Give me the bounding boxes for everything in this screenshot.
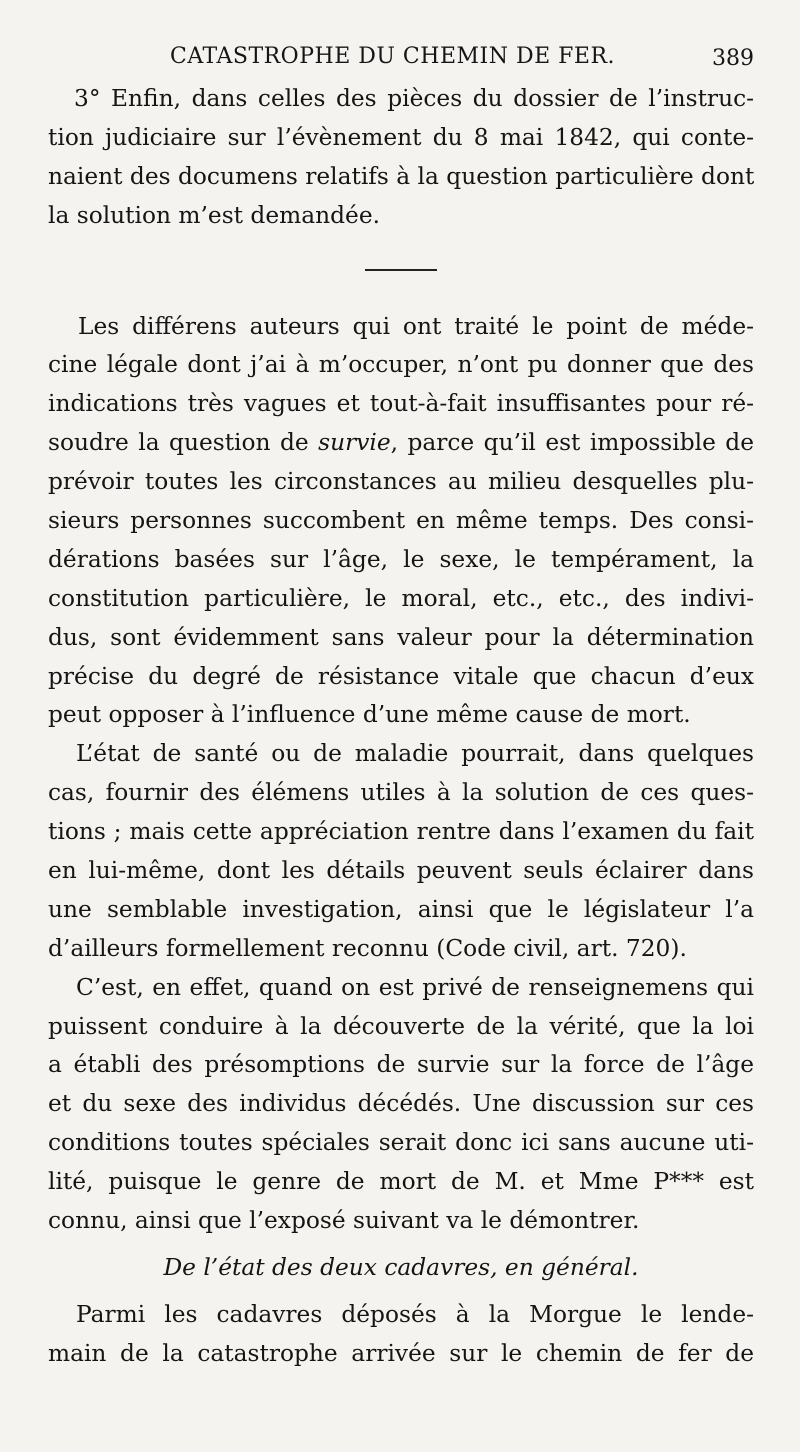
text-line: Les différens auteurs qui ont traité le point de méde- — [78, 312, 754, 340]
page-body — [48, 80, 754, 1374]
paragraph-2 — [48, 308, 754, 736]
text-line: et du sexe des individus décédés. Une discussion sur ces — [48, 1090, 754, 1118]
text-line: C’est, en effet, quand on est privé de renseignemens qui — [76, 973, 754, 1001]
paragraph-5 — [48, 1296, 754, 1374]
text-segment: , parce qu’il est impossible de — [390, 429, 754, 457]
spacer — [48, 1241, 754, 1249]
text-line: tion judiciaire sur l’évènement du 8 mai 1842, qui conte- — [48, 123, 754, 151]
paragraph-1 — [48, 80, 754, 236]
text-line: sieurs personnes succombent en même temps. Des consi- — [48, 507, 754, 535]
text-line: dus, sont évidemment sans valeur pour la détermination — [48, 623, 754, 651]
spacer — [48, 1288, 754, 1296]
text-line: tions ; mais cette appréciation rentre dans l’examen du fait — [48, 818, 754, 846]
text-line — [48, 424, 754, 463]
text-line: constitution particulière, le moral, etc., etc., des indivi- — [48, 584, 754, 612]
text-line: cine légale dont j’ai à m’occuper, n’ont pu donner que des — [48, 351, 754, 379]
text-line: conditions toutes spéciales serait donc ici sans aucune uti- — [48, 1129, 754, 1157]
text-line: main de la catastrophe arrivée sur le chemin de fer de — [48, 1339, 754, 1367]
text-line: en lui-même, dont les détails peuvent seuls éclairer dans — [48, 857, 754, 885]
text-line: L’état de santé ou de maladie pourrait, dans quelques — [76, 740, 754, 768]
paragraph-4 — [48, 969, 754, 1241]
text-line: cas, fournir des élémens utiles à la solution de ces ques- — [48, 779, 754, 807]
section-heading: De l’état des deux cadavres, en général. — [163, 1253, 639, 1281]
text-line: 3° Enfin, dans celles des pièces du dossier de l’instruc- — [74, 85, 754, 112]
text-line: une semblable investigation, ainsi que le législateur l’a — [48, 895, 754, 923]
paragraph-3 — [48, 735, 754, 968]
running-head: CATASTROPHE DU CHEMIN DE FER. — [170, 44, 616, 69]
text-line: Parmi les cadavres déposés à la Morgue le lende- — [76, 1300, 754, 1328]
text-line: lité, puisque le genre de mort de M. et Mme P*** est — [48, 1168, 754, 1196]
text-line: la solution m’est demandée. — [48, 201, 381, 229]
text-line: naient des documens relatifs à la question particulière dont — [48, 162, 754, 190]
text-line: d’ailleurs formellement reconnu (Code civil, art. 720). — [48, 934, 687, 962]
text-line: précise du degré de résistance vitale que chacun d’eux — [48, 662, 754, 690]
text-segment: soudre la question de — [48, 429, 319, 457]
italic-term-survie: survie — [318, 429, 391, 457]
page-number: 389 — [712, 46, 754, 71]
text-line: puissent conduire à la découverte de la vérité, que la loi — [48, 1012, 754, 1040]
text-line: connu, ainsi que l’exposé suivant va le démontrer. — [48, 1207, 640, 1235]
text-line: a établi des présomptions de survie sur la force de l’âge — [48, 1051, 754, 1079]
section-divider — [365, 269, 437, 271]
text-line: peut opposer à l’influence d’une même cause de mort. — [48, 701, 691, 729]
text-line: dérations basées sur l’âge, le sexe, le tempérament, la — [48, 545, 754, 573]
text-line: indications très vagues et tout-à-fait insuffisantes pour ré- — [48, 390, 754, 418]
page-header — [0, 44, 800, 78]
text-line: prévoir toutes les circonstances au milieu desquelles plu- — [48, 468, 754, 496]
